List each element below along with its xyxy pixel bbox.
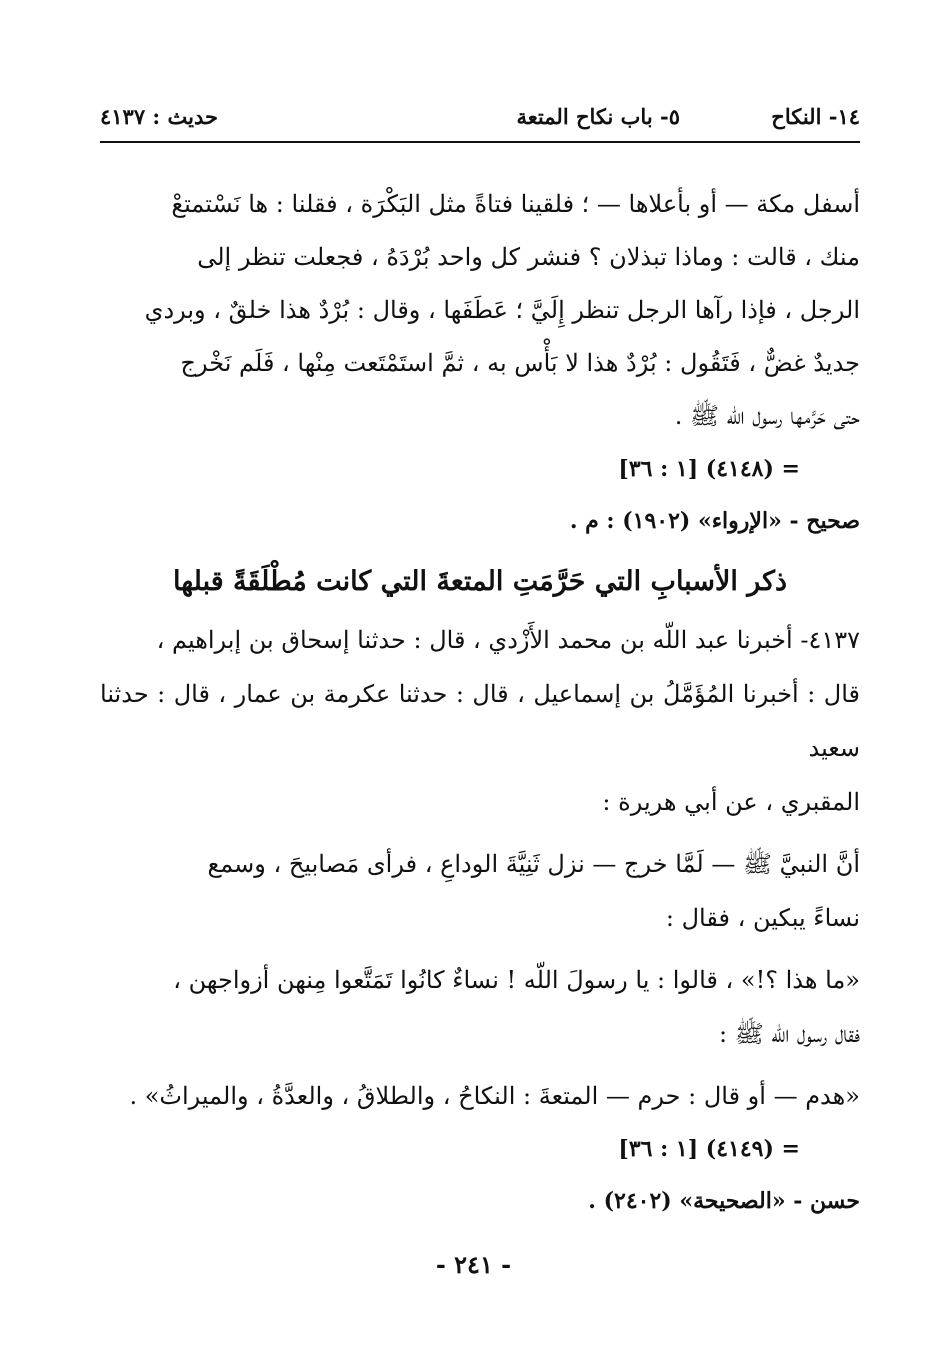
page-body [100, 178, 860, 1227]
book-title: ١٤- النكاح [771, 104, 860, 129]
matn-line: «هدم — أو قال : حرم — المتعةَ : النكاحُ ، والطلاقُ ، والعدَّةُ ، والميراثُ» . [129, 1082, 860, 1110]
isnad-line: المقبري ، عن أبي هريرة : [602, 788, 860, 816]
header-divider [100, 141, 860, 143]
section-heading: ذكر الأسبابِ التي حَرَّمَتِ المتعةَ التي كانت مُطْلَقَةً قبلها [172, 566, 788, 597]
isnad-line: قال : أخبرنا المُؤَمَّلُ بن إسماعيل ، قال : حدثنا عكرمة بن عمار ، قال : حدثنا سعيد [100, 680, 860, 762]
text-line: حتى حَرَّمها رسول اللّه ﷺ . [674, 402, 860, 430]
page-number: - ٢٤١ - [435, 1250, 512, 1279]
text-line: منك ، قالت : وماذا تبذلان ؟ فنشر كل واحد بُرْدَهُ ، فجعلت تنظر إلى [197, 243, 860, 271]
hadith-number-label: حديث : ٤١٣٧ [100, 104, 218, 129]
chapter-title: ٥- باب نكاح المتعة [516, 104, 680, 129]
matn-line: «ما هذا ؟!» ، قالوا : يا رسولَ اللّه ! نساءٌ كانُوا تَمَتَّعوا مِنهن أزواجهن ، [173, 966, 860, 994]
cross-reference: = (٤١٤٨) [١ : ٣٦] [618, 456, 800, 482]
matn-line: فقال رسول اللّه ﷺ : [718, 1020, 860, 1048]
running-header [100, 100, 860, 142]
text-line: أسفل مكة — أو بأعلاها — ؛ فلقينا فتاةً مثل البَكْرَة ، فقلنا : ها نَسْتمتعْ [171, 190, 860, 218]
text-line: جديدٌ غضٌّ ، فَتَقُول : بُرْدٌ هذا لا بَأْس به ، ثمَّ استَمْتَعت مِنْها ، فَلَم نَخْرج [180, 349, 860, 377]
cross-reference: = (٤١٤٩) [١ : ٣٦] [618, 1136, 800, 1162]
isnad-line: ٤١٣٧- أخبرنا عبد اللّه بن محمد الأَزْدي ، قال : حدثنا إسحاق بن إبراهيم ، [156, 626, 860, 654]
matn-line: أنَّ النبيَّ ﷺ — لَمَّا خرج — نزل ثَنِيَّةَ الوداعِ ، فرأى مَصابيحَ ، وسمع [207, 850, 860, 878]
hadith-grade: حسن - «الصحيحة» (٢٤٠٢) . [588, 1188, 860, 1214]
hadith-grade: صحيح - «الإرواء» (١٩٠٢) : م . [569, 508, 860, 534]
text-line: الرجل ، فإذا رآها الرجل تنظر إِلَيَّ ؛ عَطَفَها ، وقال : بُرْدٌ هذا خلقٌ ، وبردي [144, 296, 860, 324]
matn-line: نساءً يبكين ، فقال : [665, 904, 860, 932]
